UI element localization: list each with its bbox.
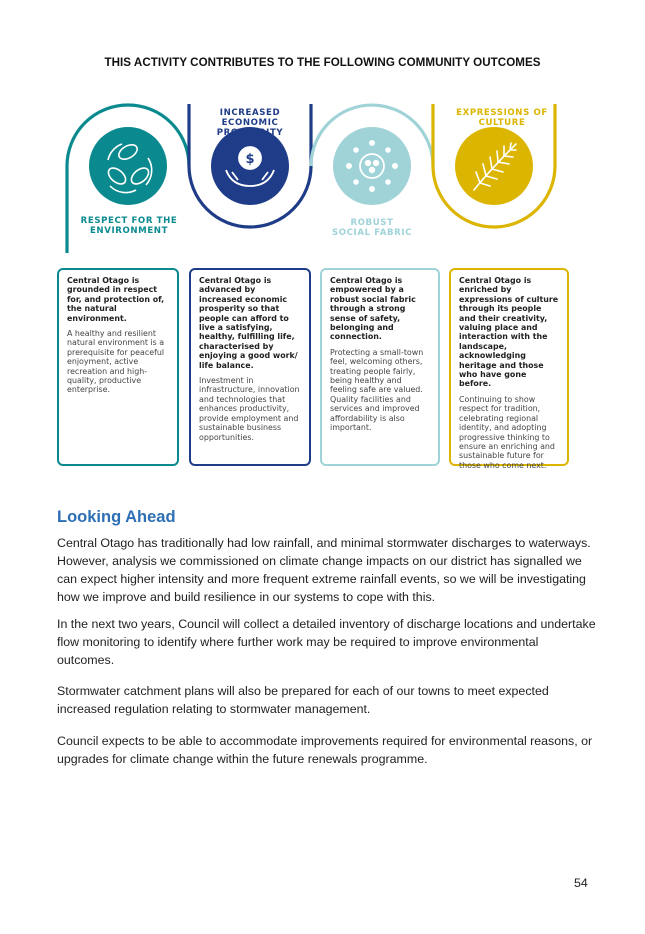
card-body: Investment in infrastructure, innovation and technologies that enhances productivity, provide employment and sustainable business opportunities. (199, 376, 300, 442)
card-title: Central Otago is empowered by a robust social fabric through a strong sense of safety, belonging and connection. (330, 276, 416, 342)
card-title: Central Otago is advanced by increased economic prosperity so that people can afford to live a satisfying, healthy, fulfilling life, characterised by enjoying a good work/ life balance. (199, 276, 298, 370)
card-title: Central Otago is enriched by expressions of culture through its people and their creativity, valuing place and interaction with the landscape, acknowledging heritage and those who have gone before. (459, 276, 559, 389)
card-body: A healthy and resilient natural environment is a prerequisite for peaceful enjoyment, active recreation and high-quality, productive enterprise. (67, 329, 165, 395)
outcome-card-environment (57, 268, 179, 466)
outcome-circle-environment (89, 127, 167, 205)
outcome-card-economic (189, 268, 311, 466)
paragraph: Council expects to be able to accommodate improvements required for environmental reasons, or upgrades for climate change within the future renewals programme. (57, 734, 593, 767)
paragraph: Central Otago has traditionally had low rainfall, and minimal stormwater discharges to waterways. However, analysis we commissioned on climate change impacts on our district has signalled we can expect higher intensity and more frequent extreme rainfall events, so we will be investigating how we improve and build resilience in our systems to cope with this. (57, 536, 591, 605)
outcome-card-social (320, 268, 440, 466)
card-title: Central Otago is grounded in respect for, and protection of, the natural environment. (67, 276, 165, 323)
paragraph: Stormwater catchment plans will also be prepared for each of our towns to meet expected increased regulation relating to stormwater management. (57, 684, 549, 717)
section-title: Looking Ahead (57, 508, 176, 526)
outcome-label-culture: EXPRESSIONS OF CULTURE (456, 108, 548, 128)
outcome-card-culture (449, 268, 569, 470)
outcome-label-economic: INCREASED ECONOMIC PROSPERITY (216, 108, 284, 138)
page-number: 54 (574, 876, 588, 890)
svg-text:$: $ (245, 152, 255, 167)
outcome-label-environment: RESPECT FOR THE ENVIRONMENT (80, 216, 178, 236)
paragraph: In the next two years, Council will collect a detailed inventory of discharge locations and undertake flow monitoring to identify where further work may be required to improve environmental outcomes. (57, 617, 596, 668)
outcome-label-social: ROBUST SOCIAL FABRIC (331, 218, 413, 238)
card-body: Continuing to show respect for tradition, celebrating regional identity, and adopting progressive thinking to ensure an enriching and sustainable future for those who come next. (459, 394, 555, 470)
outcome-circle-social (333, 127, 411, 205)
card-body: Protecting a small-town feel, welcoming others, treating people fairly, being healthy and feeling safe are valued. Quality facilities and services and improved affordability is also important. (330, 347, 424, 433)
outcomes-heading: THIS ACTIVITY CONTRIBUTES TO THE FOLLOWING COMMUNITY OUTCOMES (104, 56, 541, 69)
